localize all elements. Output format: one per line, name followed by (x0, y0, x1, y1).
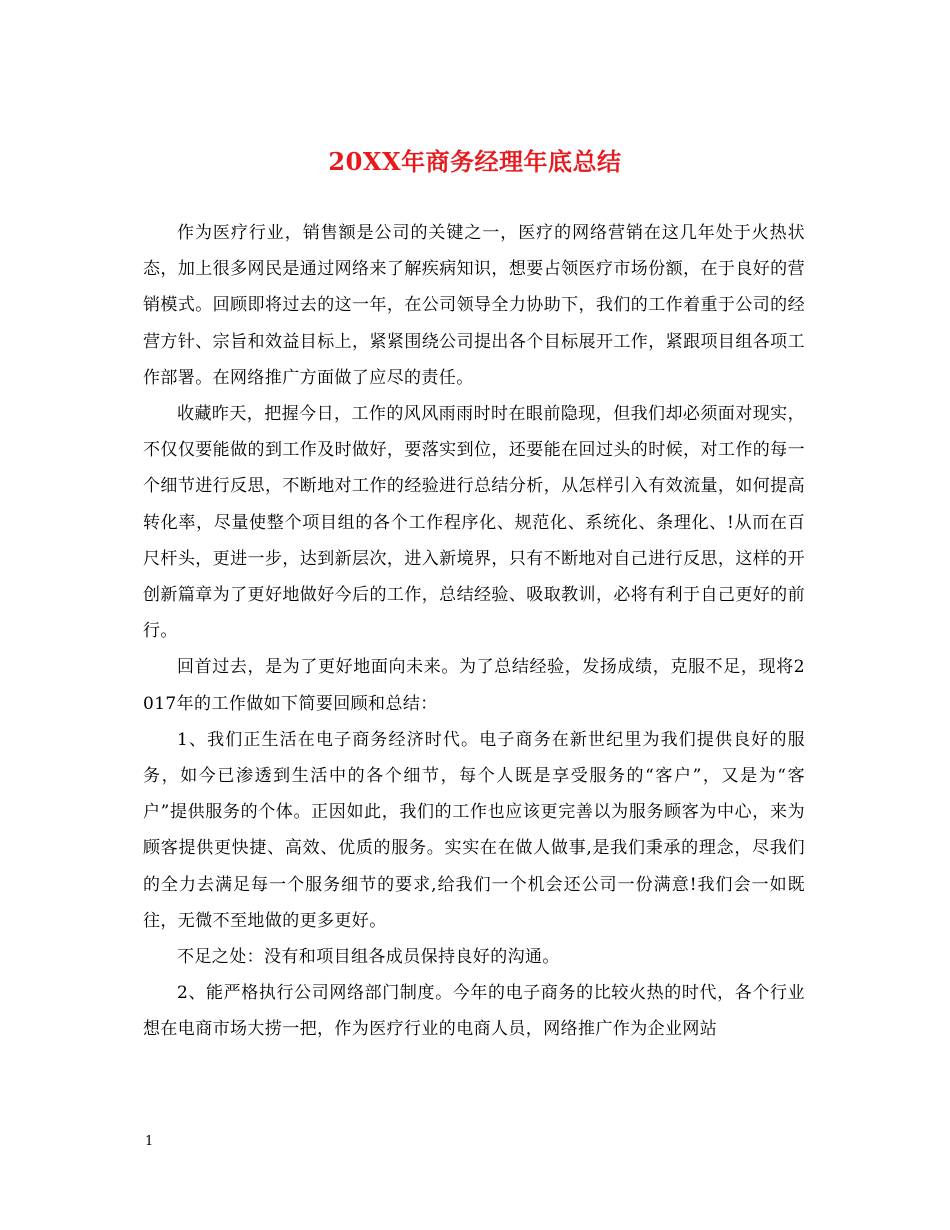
page-number: 1 (145, 1134, 154, 1149)
document-body (143, 215, 805, 1048)
paragraph-reflection: 收藏昨天，把握今日，工作的风风雨雨时时在眼前隐现，但我们却必须面对现实，不仅仅要能做的到工作及时做好，要落实到位，还要能在回过头的时候，对工作的每一个细节进行反思，不断地对工作的经验进行总结分析，从怎样引入有效流量，如何提高转化率，尽量使整个项目组的各个工作程序化、规范化、系统化、条理化、!从而在百尺杆头，更进一步，达到新层次，进入新境界，只有不断地对自己进行反思，这样的开创新篇章为了更好地做好今后的工作，总结经验、吸取教训，必将有利于自己更好的前行。 (143, 404, 805, 642)
paragraph-point-1: 1、我们正生活在电子商务经济时代。电子商务在新世纪里为我们提供良好的服务，如今已渗透到生活中的各个细节，每个人既是享受服务的“客户”，又是为“客户”提供服务的个体。正因如此，我们的工作也应该更完善以为服务顾客为中心，来为顾客提供更快捷、高效、优质的服务。实实在在做人做事,是我们秉承的理念，尽我们的全力去满足每一个服务细节的要求,给我们一个机会还公司一份满意!我们会一如既往，无微不至地做的更多更好。 (143, 729, 805, 931)
paragraph-intro: 作为医疗行业，销售额是公司的关键之一，医疗的网络营销在这几年处于火热状态，加上很多网民是通过网络来了解疾病知识，想要占领医疗市场份额，在于良好的营销模式。回顾即将过去的这一年，在公司领导全力协助下，我们的工作着重于公司的经营方针、宗旨和效益目标上，紧紧围绕公司提出各个目标展开工作，紧跟项目组各项工作部署。在网络推广方面做了应尽的责任。 (143, 223, 805, 388)
paragraph-review: 回首过去，是为了更好地面向未来。为了总结经验，发扬成绩，克服不足，现将2017年的工作做如下简要回顾和总结： (143, 657, 805, 714)
paragraph-shortcoming: 不足之处：没有和项目组各成员保持良好的沟通。 (177, 947, 560, 968)
document-title: 20XX年商务经理年底总结 (328, 147, 622, 176)
paragraph-point-2: 2、能严格执行公司网络部门制度。今年的电子商务的比较火热的时代，各个行业想在电商市场大捞一把，作为医疗行业的电商人员，网络推广作为企业网站 (143, 983, 805, 1040)
